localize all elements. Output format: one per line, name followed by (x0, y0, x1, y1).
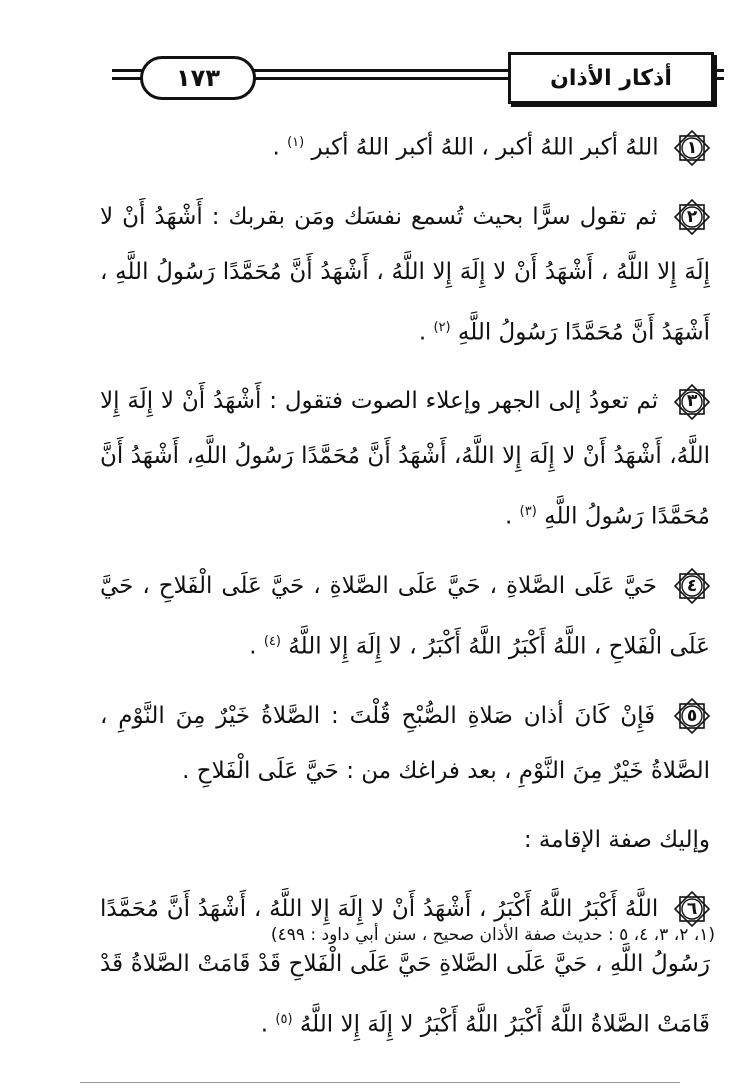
paragraph-5 (100, 689, 710, 799)
paragraph-number: ٢ (686, 206, 698, 227)
ornament-number-badge (674, 384, 710, 420)
paragraph-text: اللَّهُ أَكْبَرُ اللَّهُ أَكْبَرُ ، أَشْهَدُ أَنْ لا إِلَهَ إِلا اللَّهُ ، أَشْهَدُ أَنَّ مُحَمَّدًا رَسُولُ اللَّهِ ، حَيَّ عَلَى الصَّلاةِ حَيَّ عَلَى الْفَلاحِ قَدْ قَامَتْ الصَّلاةُ قَدْ قَامَتْ الصَّلاةُ اللَّهُ أَكْبَرُ اللَّهُ أَكْبَرُ لا إِلَهَ إِلا اللَّهُ (100, 895, 710, 1038)
paragraph-number: ١ (686, 137, 698, 158)
section-title: أذكار الأذان (508, 52, 714, 104)
paragraph-number: ٣ (686, 391, 698, 412)
paragraph-text: ثم تعودُ إلى الجهر وإعلاء الصوت فتقول : أَشْهَدُ أَنْ لا إِلَهَ إِلا اللَّهُ، أَشْهَدُ أَنْ لا إِلَهَ إِلا اللَّهُ، أَشْهَدُ أَنَّ مُحَمَّدًا رَسُولُ اللَّهِ، أَشْهَدُ أَنَّ مُحَمَّدًا رَسُولُ اللَّهِ (100, 388, 710, 530)
paragraph-text: ثم تقول سرًّا بحيث تُسمع نفسَك ومَن بقربك : أَشْهَدُ أَنْ لا إِلَهَ إِلا اللَّهُ ، أَشْهَدُ أَنْ لا إِلَهَ إِلا اللَّهُ ، أَشْهَدُ أَنَّ مُحَمَّدًا رَسُولُ اللَّهِ ، أَشْهَدُ أَنَّ مُحَمَّدًا رَسُولُ اللَّهِ (100, 203, 710, 346)
paragraph-number: ٥ (686, 705, 698, 726)
paragraph-2 (100, 190, 710, 361)
paragraph-text: فَإِنْ كَانَ أذان صَلاةِ الصُّبْحِ قُلْتَ : الصَّلاةُ خَيْرٌ مِنَ النَّوْمِ ، الصَّلاةُ خَيْرٌ مِنَ النَّوْمِ ، بعد فراغك من : حَيَّ عَلَى الْفَلاحِ . (100, 702, 710, 784)
footnote-ref: (٢) (433, 319, 451, 335)
iqama-intro (100, 813, 710, 868)
paragraph-4 (100, 559, 710, 675)
footnote-ref: (٣) (519, 504, 537, 520)
footnote-ref: (٥) (275, 1011, 293, 1027)
ornament-number-badge (674, 891, 710, 927)
bottom-rule (80, 1082, 680, 1083)
paragraph-number: ٦ (686, 898, 698, 919)
main-text (100, 115, 710, 1066)
page-header (112, 52, 724, 102)
paragraph-number: ٤ (686, 575, 698, 596)
ornament-number-badge (674, 568, 710, 604)
paragraph-end: . (505, 503, 513, 530)
paragraph-end: . (260, 1011, 269, 1038)
page-number: ١٧٣ (140, 56, 256, 100)
paragraph-text: وإليك صفة الإقامة : (523, 826, 710, 853)
paragraph-3 (100, 374, 710, 545)
paragraph-end: . (418, 319, 427, 346)
ornament-number-badge (674, 199, 710, 235)
ornament-number-badge (674, 698, 710, 734)
paragraph-end: . (272, 134, 280, 161)
paragraph-6 (100, 882, 710, 1053)
paragraph-end: . (249, 633, 257, 660)
ornament-number-badge (674, 130, 710, 166)
footnote-ref: (٤) (263, 633, 281, 649)
footnote-ref: (١) (287, 135, 305, 150)
footnote: (١، ٢، ٣، ٤، ٥ : حديث صفة الأذان صحيح ، سنن أبي داود : ٤٩٩) (270, 925, 715, 945)
paragraph-1 (100, 115, 710, 176)
paragraph-text: حَيَّ عَلَى الصَّلاةِ ، حَيَّ عَلَى الصَّلاةِ ، حَيَّ عَلَى الْفَلاحِ ، حَيَّ عَلَى الْفَلاحِ ، اللَّهُ أَكْبَرُ اللَّهُ أَكْبَرُ ، لا إِلَهَ إِلا اللَّهُ (100, 572, 710, 660)
paragraph-text: اللهُ أكبر اللهُ أكبر ، اللهُ أكبر اللهُ أكبر (311, 134, 659, 161)
